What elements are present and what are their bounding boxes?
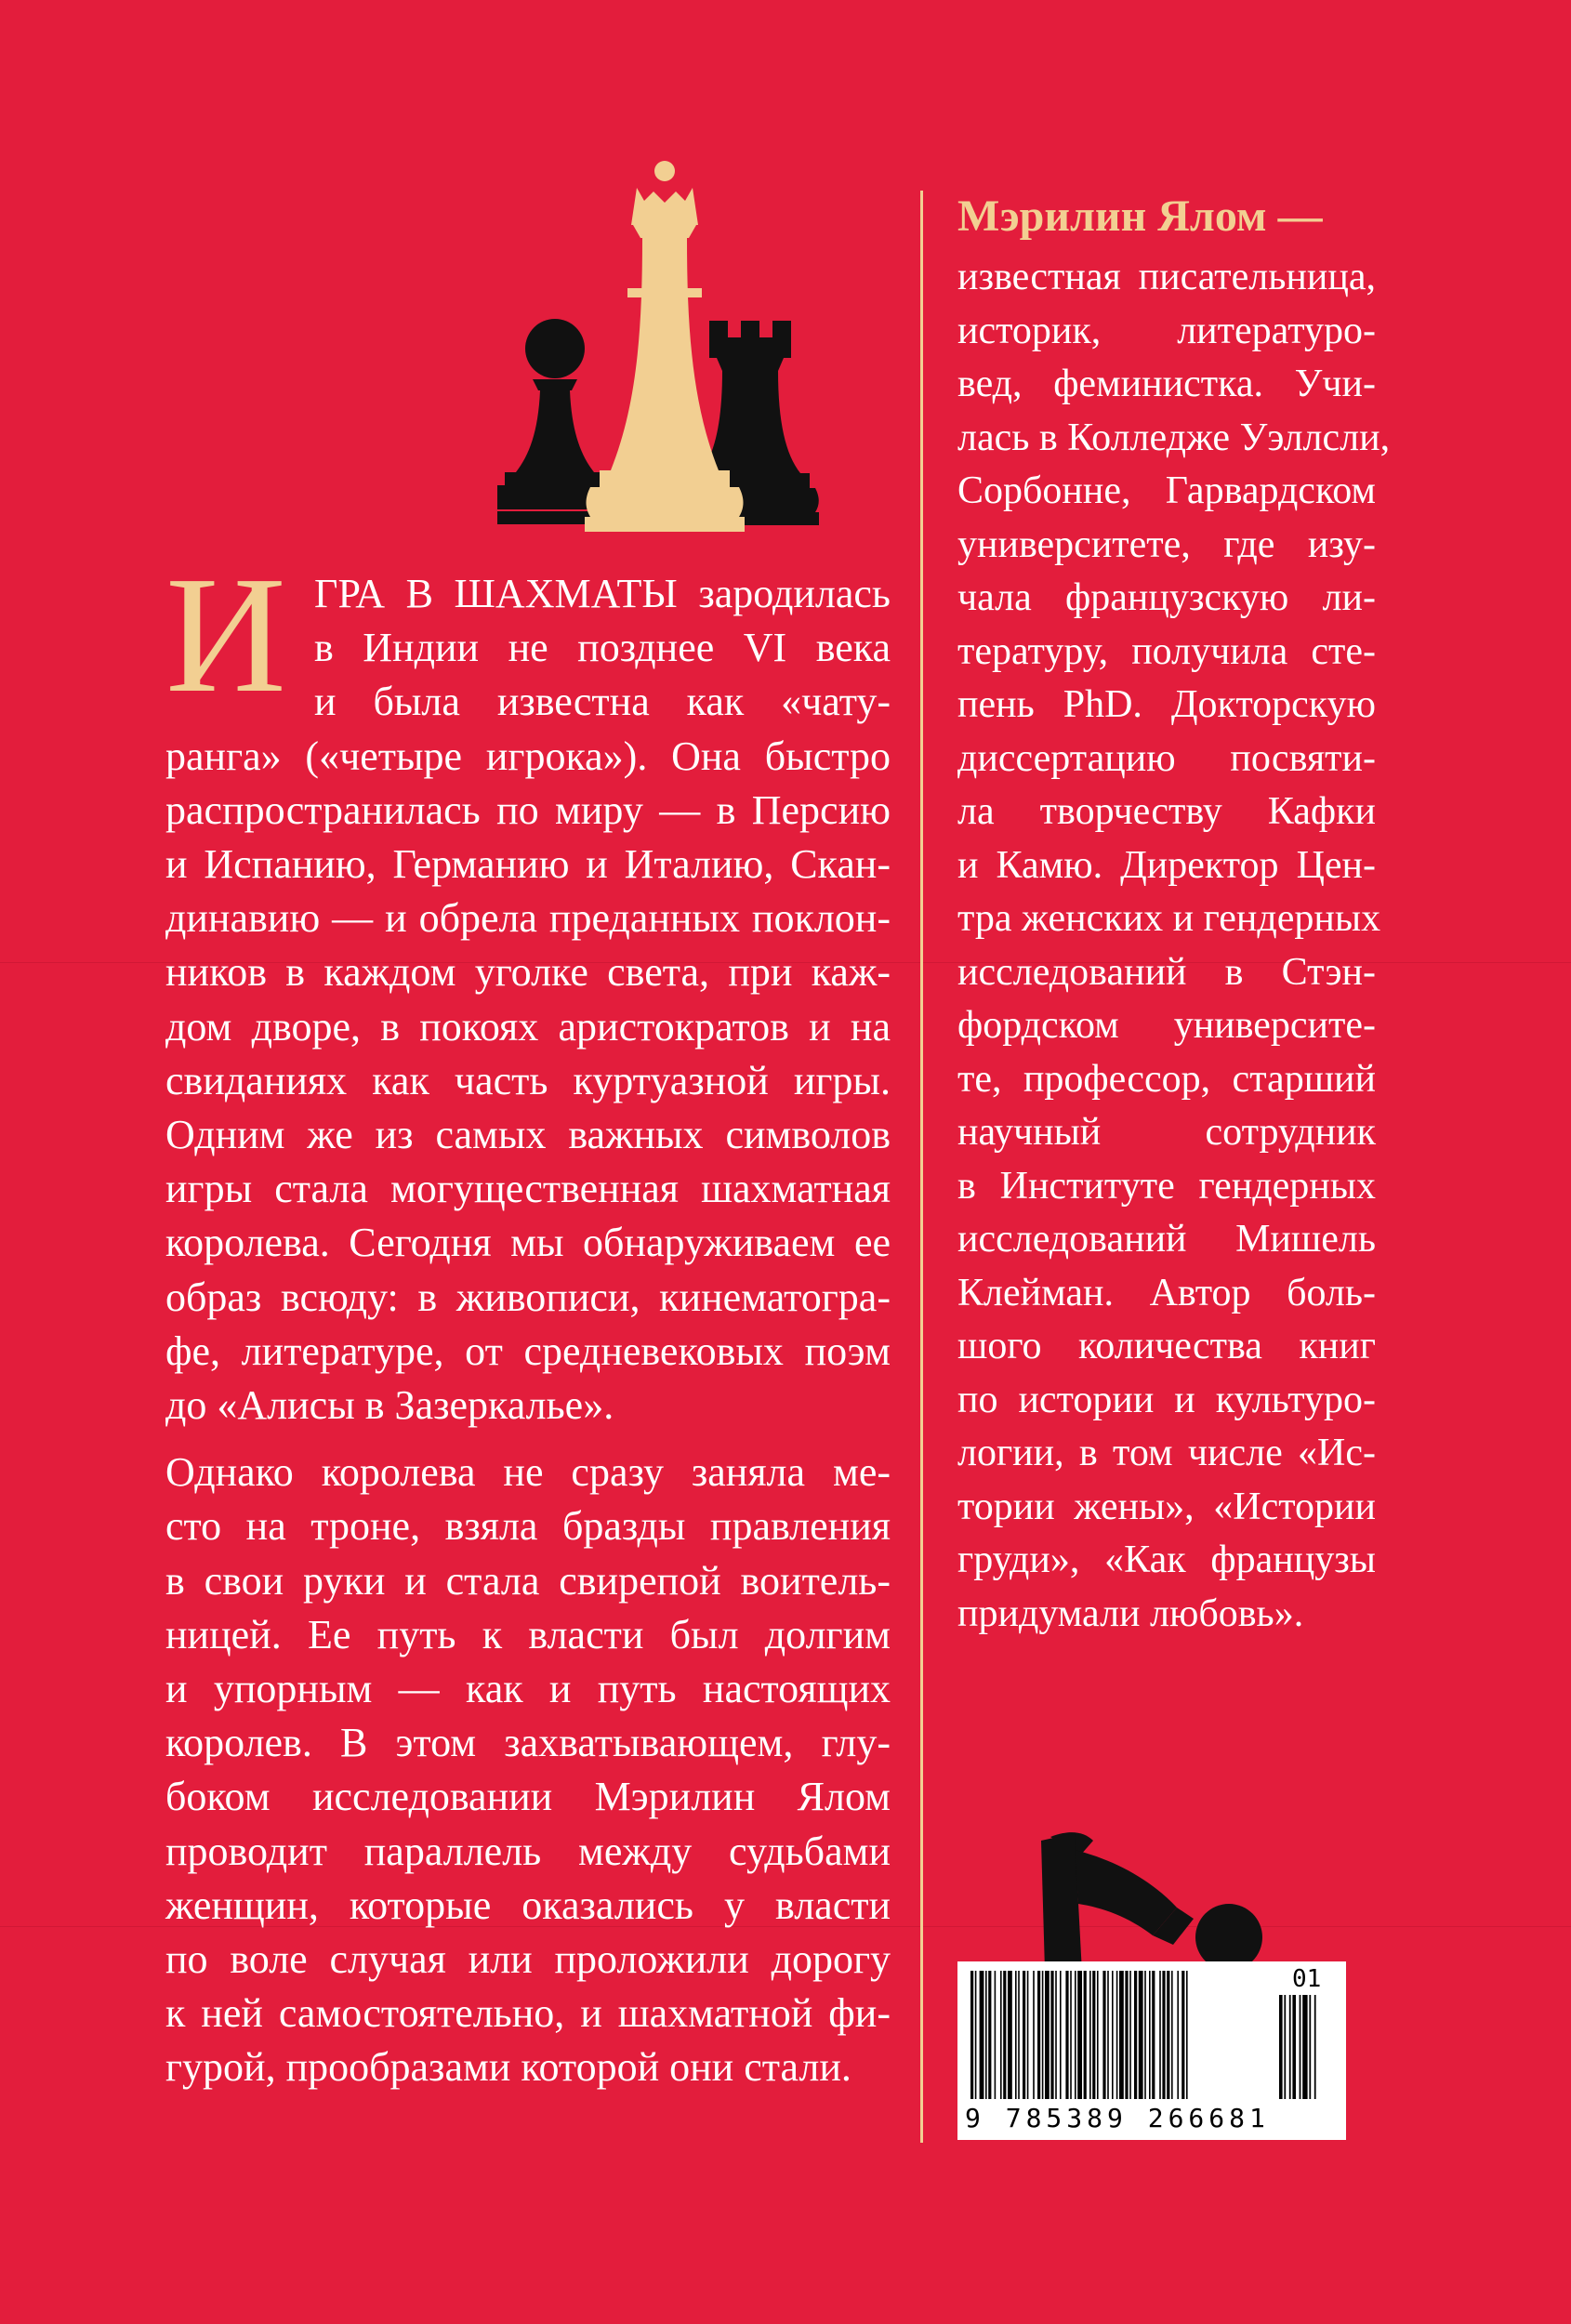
bio-line: историк, литературо- xyxy=(957,309,1376,352)
description-line: свиданиях как часть куртуазной игры. xyxy=(165,1057,891,1103)
description-line: в Индии не позднее VI века xyxy=(314,625,891,671)
description-line: боком исследовании Мэрилин Ялом xyxy=(165,1774,891,1820)
description-line: игры стала могущественная шахматная xyxy=(165,1166,891,1212)
description-line: дом дворе, в покоях аристократов и на xyxy=(165,1003,891,1050)
drop-cap: И xyxy=(165,542,286,727)
description-line: ранга» («четыре игрока»). Она быстро xyxy=(165,733,891,779)
bio-line: тературу, получила сте- xyxy=(957,629,1376,673)
description-line: фе, литературе, от средневековых поэм xyxy=(165,1327,891,1374)
bio-line: исследований Мишель xyxy=(957,1218,1376,1261)
bio-line: Клейман. Автор боль- xyxy=(957,1271,1376,1314)
isbn-digits: 9 785389 266681 xyxy=(965,2103,1270,2133)
description-line: королева. Сегодня мы обнаруживаем ее xyxy=(165,1220,891,1266)
description-line: до «Алисы в Зазеркалье». xyxy=(165,1382,614,1429)
barcode-addon-digits: 01 xyxy=(1292,1965,1322,1993)
description-line: и упорным — как и путь настоящих xyxy=(165,1666,891,1712)
author-name: Мэрилин Ялом — xyxy=(957,191,1323,241)
bio-line: в Институте гендерных xyxy=(957,1164,1376,1208)
fallen-pawn-icon xyxy=(1013,1822,1311,1980)
bio-line: университете, где изу- xyxy=(957,522,1376,566)
description-line: королев. В этом захватывающем, глу- xyxy=(165,1720,891,1766)
description-line: и Испанию, Германию и Италию, Скан- xyxy=(165,841,891,888)
column-divider xyxy=(920,191,923,2143)
description-line: ГРА В ШАХМАТЫ зародилась xyxy=(314,571,891,616)
bio-line: ла творчеству Кафки xyxy=(957,790,1376,833)
description-line: динавию — и обрела преданных поклон- xyxy=(165,895,891,942)
description-line: ницей. Ее путь к власти был долгим xyxy=(165,1611,891,1657)
description-line: ников в каждом уголке света, при каж- xyxy=(165,949,891,996)
description-line: Одним же из самых важных символов xyxy=(165,1112,891,1158)
bio-line: тра женских и гендерных xyxy=(957,897,1381,940)
bio-line: известная писательница, xyxy=(957,256,1376,298)
isbn-barcode xyxy=(957,1961,1346,2140)
bio-line: и Камю. Директор Цен- xyxy=(957,843,1376,887)
bio-line: вед, феминистка. Учи- xyxy=(957,363,1376,405)
bio-line: те, профессор, старший xyxy=(957,1057,1376,1101)
chess-pieces-illustration xyxy=(497,158,832,558)
description-line: в свои руки и стала свирепой воитель- xyxy=(165,1557,891,1604)
description-line: по воле случая или проложили дорогу xyxy=(165,1936,891,1983)
description-line: образ всюду: в живописи, кинематогра- xyxy=(165,1274,891,1320)
bio-line: тории жены», «Истории xyxy=(957,1485,1376,1528)
bio-line: научный сотрудник xyxy=(957,1111,1376,1154)
bio-line: лась в Колледже Уэллсли, xyxy=(957,416,1391,459)
description-line: и была известна как «чату- xyxy=(314,679,891,725)
book-description xyxy=(165,567,891,2095)
bio-line: диссертацию посвяти- xyxy=(957,736,1376,780)
description-line: распространилась по миру — в Персию xyxy=(165,786,891,833)
bio-line: фордском университе- xyxy=(957,1004,1376,1047)
bio-line: шого количества книг xyxy=(957,1325,1376,1367)
description-line: женщин, которые оказались у власти xyxy=(165,1882,891,1928)
bio-line: логии, в том числе «Ис- xyxy=(957,1432,1376,1474)
bio-line: чала французскую ли- xyxy=(957,576,1376,619)
description-line: проводит параллель между судьбами xyxy=(165,1828,891,1874)
bio-line: исследований в Стэн- xyxy=(957,950,1376,994)
bio-line: придумали любовь». xyxy=(957,1591,1304,1635)
description-line: к ней самостоятельно, и шахматной фи- xyxy=(165,1990,891,2037)
bio-line: по истории и культуро- xyxy=(957,1378,1376,1421)
author-bio xyxy=(957,251,1391,1641)
description-line: Однако королева не сразу заняла ме- xyxy=(165,1449,891,1496)
bio-line: Сорбонне, Гарвардском xyxy=(957,469,1376,512)
description-line: сто на троне, взяла бразды правления xyxy=(165,1503,891,1550)
description-line: гурой, прообразами которой они стали. xyxy=(165,2044,852,2091)
bio-line: пень PhD. Докторскую xyxy=(957,683,1376,726)
bio-line: груди», «Как французы xyxy=(957,1538,1376,1581)
